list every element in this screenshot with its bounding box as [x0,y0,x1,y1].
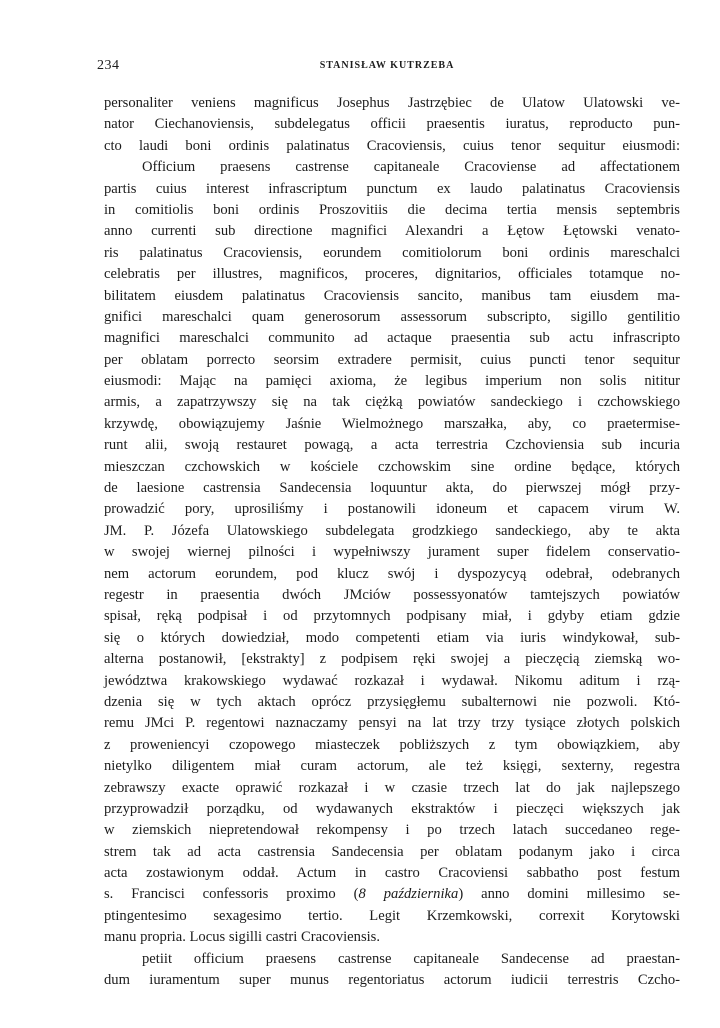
text-line: celebratis per illustres, magnificos, proceres, dignitarios, officiales totamque no- [104,266,680,283]
text-line: spisał, ręką podpisał i od przytomnych podpisany miał, i gdyby etiam gdzie [104,608,680,625]
text-line: de laesione castrensia Sandecensia loquuntur akta, do pierwszej mógł przy- [104,480,680,497]
text-line: w swojej wiernej pilności i wypełniwszy jurament super fidelem conservatio- [104,544,680,561]
text-line: strem tak ad acta castrensia Sandecensia per oblatam podanym jako i circa [104,843,680,860]
text-line: cto laudi boni ordinis palatinatus Cracoviensis, cuius tenor sequitur eiusmodi: [104,137,680,154]
text-line: per oblatam porrecto seorsim extradere permisit, cuius puncti tenor sequitur [104,351,680,368]
text-line: prowadzić pory, uprosiliśmy i postanowili idoneum et capacem virum W. [104,501,680,518]
text-line: z proweniencyi czopowego miasteczek pobliższych z tym obowiązkiem, aby [104,736,680,753]
text-line: manu propria. Locus sigilli castri Cracoviensis. [104,929,381,946]
text-line: dum iuramentum super munus regentoriatus actorum iudicii terrestris Czcho- [104,972,680,989]
text-line: ptingentesimo sexagesimo tertio. Legit Krzemkowski, correxit Korytowski [104,907,680,924]
text-line: anno currenti sub directione magnifici Alexandri a Łętow Łętowski venato- [104,223,680,240]
text-line: ris palatinatus Cracoviensis, eorundem comitiolorum boni ordinis mareschalci [104,244,680,261]
text-line: alterna postanowił, [ekstrakty] z podpisem ręki swojej a pieczęcią ziemską wo- [104,651,680,668]
text-line: się o których dowiedział, modo competenti etiam via iuris windykował, sub- [104,629,680,646]
text-line: regestr in praesentia dwóch JMciów possessyonatów tamtejszych powiatów [104,586,680,603]
page-header [97,58,677,80]
text-line: nietylko diligentem miał curam actorum, ale też księgi, sexterny, regestra [104,758,680,775]
text-segment: ) anno domini millesimo se- [458,886,680,903]
text-line: mieszczan czchowskich w kościele czchowskim sine ordine będące, których [104,458,680,475]
italic-date: 8 października [358,886,459,903]
text-line: jewództwa krakowskiego wydawać rozkazał i wydawał. Nikomu aditum i rzą- [104,672,680,689]
text-line: przyprowadził porządku, od wydawanych ekstraktów i pieczęci większych jak [104,800,680,817]
text-line [104,884,680,905]
text-line: JM. P. Józefa Ulatowskiego subdelegata grodzkiego sandeckiego, aby te akta [104,522,680,539]
text-line: dzenia się w tych aktach oprócz przysięgłemu subalternowi nie pozwoli. Któ- [104,693,680,710]
text-line: remu JMci P. regentowi naznaczamy pensyi na lat trzy trzy tysiące złotych polskich [104,715,680,732]
text-line: nator Ciechanoviensis, subdelegatus officii praesentis iuratus, reproducto pun- [104,116,680,133]
text-line: personaliter veniens magnificus Josephus Jastrzębiec de Ulatow Ulatowski ve- [104,95,680,111]
text-line: nem actorum eorundem, pod klucz swój i dyspozycyą odebrał, odebranych [104,565,680,582]
text-line: zebrawszy exacte oprawić rozkazał i w czasie trzech lat do jak najlepszego [104,779,680,796]
text-line: magnifici mareschalci communito ad actaque praesentia sub actu infrascripto [104,330,680,347]
text-line: bilitatem eiusdem palatinatus Cracoviensis sancito, manibus tam eiusdem ma- [104,287,680,304]
body-text [104,93,680,991]
text-line: eiusmodi: Mając na pamięci axioma, że legibus imperium non solis nititur [104,373,680,390]
text-line: in comitiolis boni ordinis Proszovitiis die decima tertia mensis septembris [104,201,680,218]
text-line: armis, a zapatrzywszy się na tak ciężką powiatów sandeckiego i czchowskiego [104,394,680,411]
text-line: acta zostawionym oddał. Actum in castro Cracoviensi sabbatho post festum [104,865,680,882]
text-line: Officium praesens castrense capitaneale Cracoviense ad affectationem [142,159,680,176]
text-line: krzywdę, obowiązujemy Jaśnie Wielmożnego marszałka, aby, co praetermise- [104,415,680,432]
text-line: gnifici mareschalci quam generosorum assessorum subscripto, sigillo gentilitio [104,308,680,325]
page-number: 234 [97,58,120,73]
text-line: w ziemskich niepretendował rekompensy i po trzech latach succedaneo rege- [104,822,680,839]
running-head: STANISŁAW KUTRZEBA [319,60,455,71]
text-segment: s. Francisci confessoris proximo ( [104,886,359,903]
text-line: partis cuius interest infrascriptum punctum ex laudo palatinatus Cracoviensis [104,180,680,197]
text-line: runt alii, swoją restauret powagą, a acta terrestria Czchoviensia sub incuria [104,437,680,454]
text-line: petiit officium praesens castrense capitaneale Sandecense ad praestan- [142,950,680,967]
